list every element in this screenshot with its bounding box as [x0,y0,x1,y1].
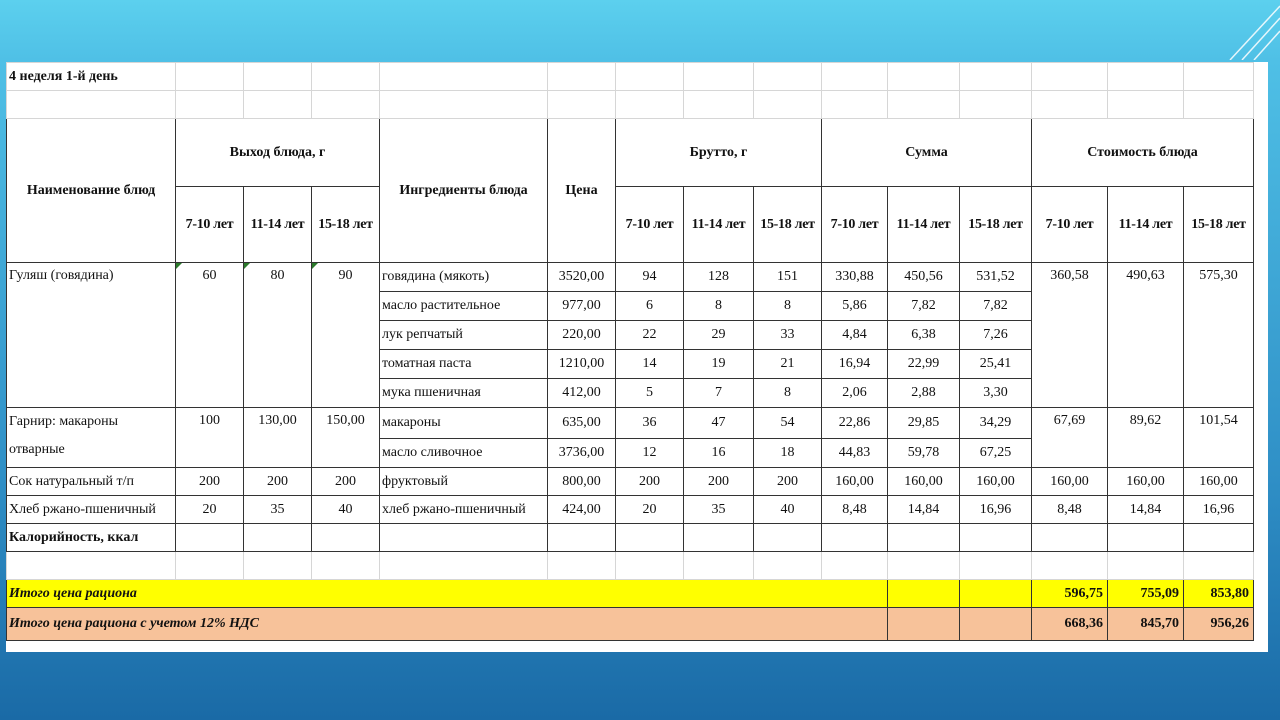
age-header-output-3: 15-18 лет [312,187,380,263]
ingredient-name: говядина (мякоть) [380,263,548,292]
sum-value: 5,86 [822,292,888,321]
gross-value: 14 [616,350,684,379]
ingredient-name: фруктовый [380,468,548,496]
dish-output: 200 [312,468,380,496]
dish-output: 35 [244,496,312,524]
gross-value: 8 [684,292,754,321]
sum-value: 14,84 [888,496,960,524]
ingredient-name: мука пшеничная [380,379,548,408]
ingredient-price: 412,00 [548,379,616,408]
calorie-label: Калорийность, ккал [7,524,176,552]
table-row [7,263,1254,292]
ingredient-price: 3520,00 [548,263,616,292]
age-header-gross-2: 11-14 лет [684,187,754,263]
calorie-row [7,524,1254,552]
ingredient-name: масло растительное [380,292,548,321]
gross-value: 54 [754,408,822,439]
gross-value: 200 [684,468,754,496]
gross-value: 6 [616,292,684,321]
sum-value: 67,25 [960,439,1032,468]
gross-value: 35 [684,496,754,524]
sum-value: 3,30 [960,379,1032,408]
gross-value: 12 [616,439,684,468]
age-header-gross-1: 7-10 лет [616,187,684,263]
dish-cost: 160,00 [1184,468,1254,496]
dish-cost: 160,00 [1032,468,1108,496]
ingredient-price: 635,00 [548,408,616,439]
dish-output: 130,00 [244,408,312,468]
sum-value: 4,84 [822,321,888,350]
age-header-output-1: 7-10 лет [176,187,244,263]
dish-name: Хлеб ржано-пшеничный [7,496,176,524]
dish-cost: 575,30 [1184,263,1254,408]
ingredient-name: макароны [380,408,548,439]
gross-value: 200 [754,468,822,496]
ingredient-name: хлеб ржано-пшеничный [380,496,548,524]
gross-value: 128 [684,263,754,292]
dish-cost: 14,84 [1108,496,1184,524]
sum-value: 59,78 [888,439,960,468]
dish-output: 20 [176,496,244,524]
ingredient-name: масло сливочное [380,439,548,468]
total-vat-value: 956,26 [1184,608,1254,641]
total-ration-row [7,580,1254,608]
dish-output: 90 [312,263,380,408]
sum-value: 22,86 [822,408,888,439]
age-header-gross-3: 15-18 лет [754,187,822,263]
menu-cost-table [6,62,1254,641]
sum-value: 34,29 [960,408,1032,439]
ingredient-price: 1210,00 [548,350,616,379]
dish-name: Гарнир: макароны отварные [7,408,176,468]
total-ration-value: 755,09 [1108,580,1184,608]
header-dish-cost: Стоимость блюда [1032,119,1254,187]
sum-value: 7,82 [960,292,1032,321]
total-vat-label: Итого цена рациона с учетом 12% НДС [7,608,888,641]
sum-value: 6,38 [888,321,960,350]
gross-value: 5 [616,379,684,408]
sum-value: 44,83 [822,439,888,468]
total-vat-value: 845,70 [1108,608,1184,641]
sum-value: 531,52 [960,263,1032,292]
gross-value: 7 [684,379,754,408]
age-header-sum-3: 15-18 лет [960,187,1032,263]
sum-value: 8,48 [822,496,888,524]
ingredient-price: 977,00 [548,292,616,321]
gross-value: 18 [754,439,822,468]
total-ration-value: 853,80 [1184,580,1254,608]
header-price: Цена [548,119,616,263]
gross-value: 29 [684,321,754,350]
gross-value: 33 [754,321,822,350]
gross-value: 16 [684,439,754,468]
ingredient-name: томатная паста [380,350,548,379]
ingredient-name: лук репчатый [380,321,548,350]
spreadsheet [6,62,1268,652]
sum-value: 2,06 [822,379,888,408]
age-header-output-2: 11-14 лет [244,187,312,263]
sum-value: 160,00 [960,468,1032,496]
age-header-sum-1: 7-10 лет [822,187,888,263]
dish-cost: 16,96 [1184,496,1254,524]
gross-value: 94 [616,263,684,292]
dish-cost: 160,00 [1108,468,1184,496]
dish-cost: 490,63 [1108,263,1184,408]
sum-value: 7,82 [888,292,960,321]
gross-value: 36 [616,408,684,439]
gross-value: 8 [754,379,822,408]
header-ingredients: Ингредиенты блюда [380,119,548,263]
dish-output: 80 [244,263,312,408]
header-dish-name: Наименование блюд [7,119,176,263]
dish-cost: 101,54 [1184,408,1254,468]
sum-value: 22,99 [888,350,960,379]
dish-cost: 8,48 [1032,496,1108,524]
ingredient-price: 3736,00 [548,439,616,468]
gross-value: 47 [684,408,754,439]
gross-value: 20 [616,496,684,524]
dish-output: 150,00 [312,408,380,468]
sum-value: 330,88 [822,263,888,292]
ingredient-price: 220,00 [548,321,616,350]
header-gross: Брутто, г [616,119,822,187]
gross-value: 19 [684,350,754,379]
table-row [7,496,1254,524]
age-header-cost-3: 15-18 лет [1184,187,1254,263]
header-sum: Сумма [822,119,1032,187]
gross-value: 40 [754,496,822,524]
sum-value: 16,94 [822,350,888,379]
sum-value: 160,00 [822,468,888,496]
dish-output: 100 [176,408,244,468]
gross-value: 21 [754,350,822,379]
age-header-sum-2: 11-14 лет [888,187,960,263]
dish-cost: 67,69 [1032,408,1108,468]
dish-output: 200 [244,468,312,496]
slide-decoration-stripes [1190,0,1280,60]
sum-value: 25,41 [960,350,1032,379]
dish-output: 40 [312,496,380,524]
gross-value: 151 [754,263,822,292]
header-output: Выход блюда, г [176,119,380,187]
ingredient-price: 800,00 [548,468,616,496]
gross-value: 22 [616,321,684,350]
sum-value: 7,26 [960,321,1032,350]
total-ration-label: Итого цена рациона [7,580,888,608]
table-row [7,468,1254,496]
gross-value: 200 [616,468,684,496]
sum-value: 29,85 [888,408,960,439]
gross-value: 8 [754,292,822,321]
dish-cost: 89,62 [1108,408,1184,468]
age-header-cost-1: 7-10 лет [1032,187,1108,263]
dish-output: 60 [176,263,244,408]
sum-value: 16,96 [960,496,1032,524]
dish-output: 200 [176,468,244,496]
sheet-title: 4 неделя 1-й день [7,63,176,91]
sum-value: 160,00 [888,468,960,496]
total-ration-value: 596,75 [1032,580,1108,608]
table-row [7,408,1254,439]
total-vat-value: 668,36 [1032,608,1108,641]
dish-name: Сок натуральный т/п [7,468,176,496]
total-vat-row [7,608,1254,641]
sum-value: 2,88 [888,379,960,408]
dish-cost: 360,58 [1032,263,1108,408]
sum-value: 450,56 [888,263,960,292]
age-header-cost-2: 11-14 лет [1108,187,1184,263]
ingredient-price: 424,00 [548,496,616,524]
dish-name: Гуляш (говядина) [7,263,176,408]
